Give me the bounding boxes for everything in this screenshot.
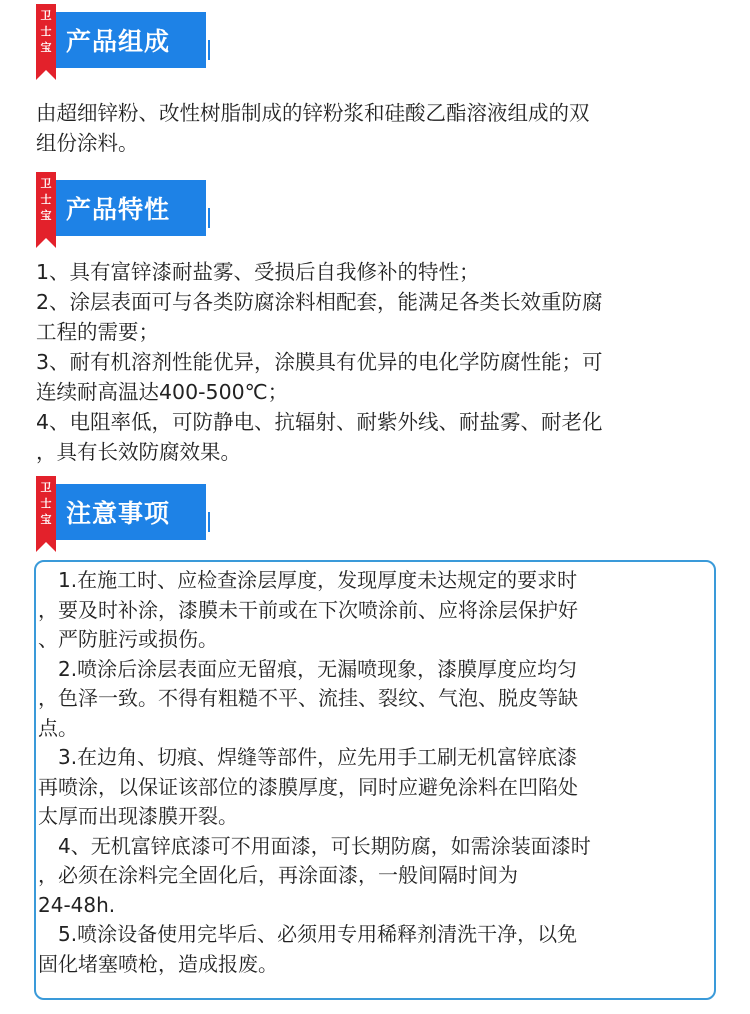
- text-line: 1、具有富锌漆耐盐雾、受损后自我修补的特性；: [36, 260, 480, 284]
- brand-char: 士: [40, 497, 52, 510]
- note-line: 固化堵塞喷枪，造成报废。: [38, 951, 278, 976]
- text-line: 4、电阻率低，可防静电、抗辐射、耐紫外线、耐盐雾、耐老化: [36, 410, 603, 434]
- note-line: 5.喷涂设备使用完毕后、必须用专用稀释剂清洗干净，以免: [58, 922, 578, 946]
- note-line: 、严防脏污或损伤。: [38, 627, 218, 651]
- note-line: 太厚而出现漆膜开裂。: [38, 804, 238, 828]
- section-title-bar: [56, 12, 206, 68]
- text-line: 组份涂料。: [36, 131, 139, 155]
- note-line: ，色泽一致。不得有粗糙不平、流挂、裂纹、气泡、脱皮等缺: [38, 686, 578, 710]
- notes-box: [34, 560, 716, 1000]
- title-bar-decoration: [208, 512, 210, 532]
- brand-char: 宝: [40, 209, 52, 222]
- section-title: 产品特性: [66, 195, 171, 224]
- text-line: 由超细锌粉、改性树脂制成的锌粉浆和硅酸乙酯溶液组成的双: [36, 101, 590, 125]
- text-line: 3、耐有机溶剂性能优异，涂膜具有优异的电化学防腐性能；可: [36, 350, 603, 374]
- section-title: 注意事项: [66, 499, 171, 528]
- text-line: 工程的需要；: [36, 320, 159, 344]
- brand-tag: [36, 172, 56, 238]
- note-line: 点。: [38, 715, 78, 740]
- note-line: 1.在施工时、应检查涂层厚度，发现厚度未达规定的要求时: [58, 568, 578, 592]
- brand-char: 宝: [40, 513, 52, 526]
- title-bar-cap: [208, 12, 238, 68]
- brand-char: 卫: [40, 481, 52, 494]
- note-line: 4、无机富锌底漆可不用面漆，可长期防腐，如需涂装面漆时: [58, 833, 591, 858]
- features-text: [36, 257, 716, 467]
- brand-char: 士: [40, 25, 52, 38]
- title-bar-decoration: [208, 40, 210, 60]
- note-line: 再喷涂，以保证该部位的漆膜厚度，同时应避免涂料在凹陷处: [38, 774, 578, 799]
- note-line: ，要及时补涂，漆膜未干前或在下次喷涂前、应将涂层保护好: [38, 597, 578, 622]
- note-line: ，必须在涂料完全固化后，再涂面漆，一般间隔时间为: [38, 863, 518, 887]
- section-title: 产品组成: [66, 27, 171, 56]
- note-line: 2.喷涂后涂层表面应无留痕，无漏喷现象，漆膜厚度应均匀: [58, 656, 578, 681]
- section-title-bar: [56, 180, 206, 236]
- brand-char: 宝: [40, 41, 52, 54]
- brand-char: 士: [40, 193, 52, 206]
- note-line: 3.在边角、切痕、焊缝等部件，应先用手工刷无机富锌底漆: [58, 745, 578, 769]
- title-bar-decoration: [208, 208, 210, 228]
- brand-tag: [36, 476, 56, 542]
- brand-tag: [36, 4, 56, 70]
- note-line: 24-48h.: [38, 892, 116, 917]
- brand-char: 卫: [40, 9, 52, 22]
- composition-text: [36, 98, 716, 158]
- text-line: ，具有长效防腐效果。: [36, 440, 241, 464]
- brand-char: 卫: [40, 177, 52, 190]
- text-line: 2、涂层表面可与各类防腐涂料相配套，能满足各类长效重防腐: [36, 290, 603, 314]
- text-line: 连续耐高温达400-500℃；: [36, 380, 289, 404]
- section-title-bar: [56, 484, 206, 540]
- title-bar-cap: [208, 484, 238, 540]
- title-bar-cap: [208, 180, 238, 236]
